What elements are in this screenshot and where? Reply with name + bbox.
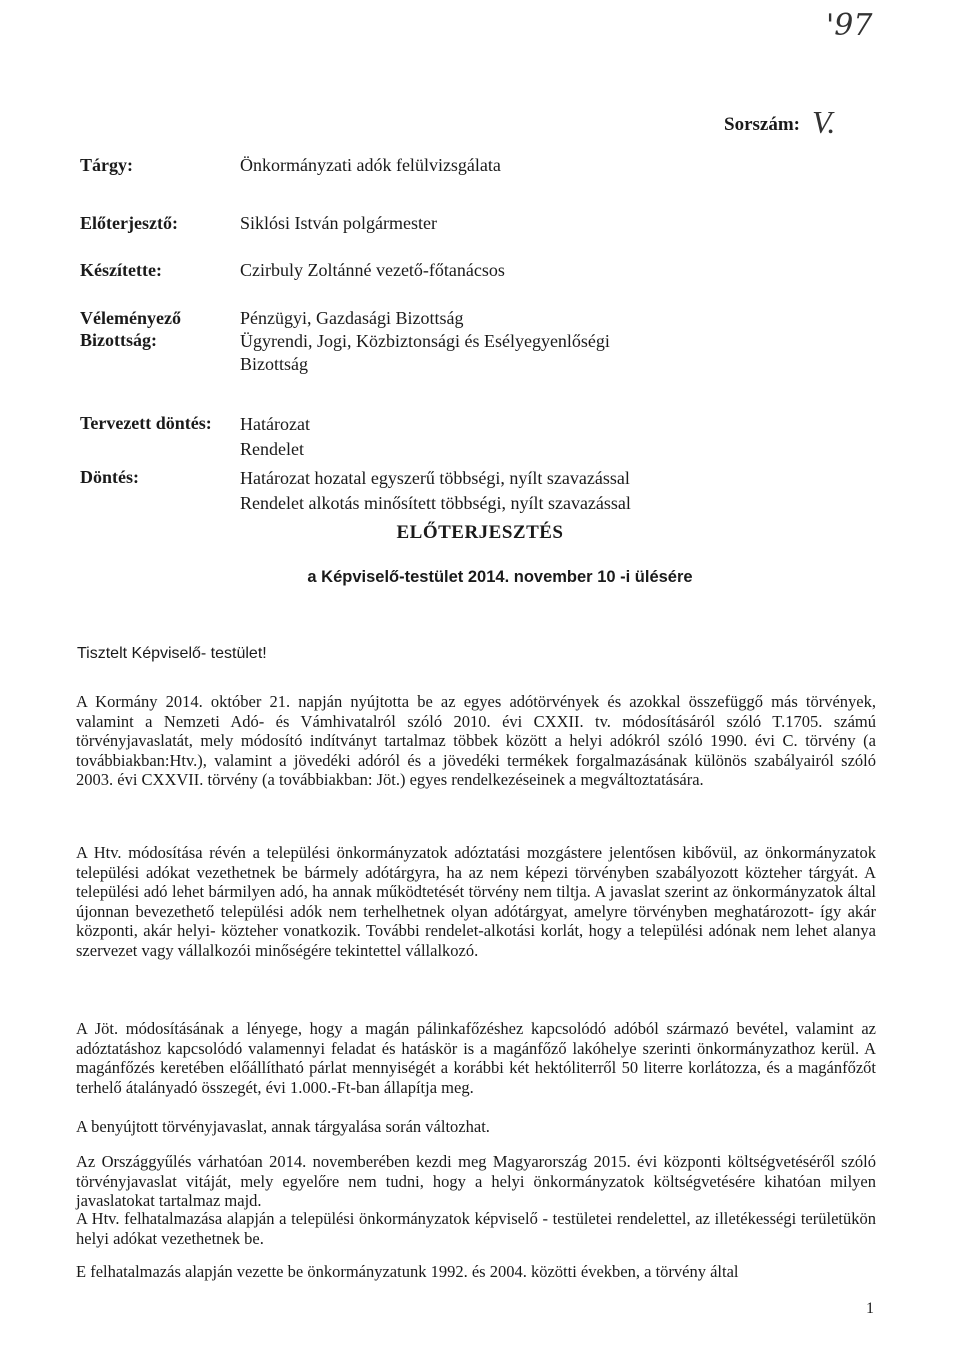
body-paragraph: A benyújtott törvényjavaslat, annak tárgyalása során változhat.: [76, 1117, 490, 1136]
salutation: Tisztelt Képviselő- testület!: [77, 645, 267, 662]
field-value-targy: Önkormányzati adók felülvizsgálata: [240, 155, 501, 175]
body-paragraph: A Kormány 2014. október 21. napján nyújtotta be az egyes adótörvények és azokkal összefüggő más törvények, valamint a Nemzeti Adó- és Vámhivatalról szóló 2010. évi CXXII. tv. módosításáról szóló T.1705. számú törvényjavaslatát, mely módosító indítványt tartalmaz többek között a helyi adókról szóló 1990. évi C. törvény (a továbbiakban:Htv.), valamint a jövedéki adóról és a jövedéki termékek forgalmazásának különös szabályairól szóló 2003. évi CXXVII. törvény (a továbbiakban: Jöt.) egyes rendelkezéseinek a megváltoztatására.: [76, 692, 876, 790]
field-label-dontes: Döntés:: [80, 467, 139, 487]
field-label-targy: Tárgy:: [80, 155, 133, 175]
field-value-keszitette: Czirbuly Zoltánné vezető-főtanácsos: [240, 260, 505, 280]
field-value-eloterjeszto: Siklósi István polgármester: [240, 213, 437, 233]
body-paragraph: A Htv. felhatalmazása alapján a települési önkormányzatok képviselő - testületei rendelettel, az illetékességi területükön helyi adókat vezethetnek be.: [76, 1209, 876, 1248]
handwritten-page-mark: '97: [826, 8, 873, 43]
field-label-keszitette: Készítette:: [80, 260, 162, 280]
field-value-dontes: Határozat hozatal egyszerű többségi, nyílt szavazással Rendelet alkotás minősített többségi, nyílt szavazással: [240, 468, 631, 513]
page-number: 1: [866, 1300, 874, 1317]
document-subtitle: a Képviselő-testület 2014. november 10 -i ülésére: [307, 568, 693, 586]
body-paragraph: A Htv. módosítása révén a települési önkormányzatok adóztatási mozgástere jelentősen kibővül, az önkormányzatok települési adókat vezethetnek be bármely adótárgyra, ha az nem képezi törvényben szabályozott közteher tárgyát. A települési adó lehet bármilyen adó, ha annak működtetését törvény nem tiltja. A javaslat szerint az önkormányzatok által újonnan bevezethető települési adók nem terhelhetnek olyan adótárgyat, amelyre törvényben meghatározott- így akár központi, akár helyi- közteher vonatkozik. További rendelet-alkotási korlát, hogy a települési adónak nem lehet alanya szervezet vagy vállalkozói minőségére tekintettel vállalkozó.: [76, 843, 876, 960]
field-label-eloterjeszto: Előterjesztő:: [80, 213, 178, 233]
sorszam-label: Sorszám:: [724, 114, 800, 135]
field-label-tervezett-dontes: Tervezett döntés:: [80, 413, 212, 433]
sorszam-value: V.: [812, 104, 836, 140]
body-paragraph: E felhatalmazás alapján vezette be önkormányzatunk 1992. és 2004. közötti években, a törvény által: [76, 1262, 739, 1281]
body-paragraph: A Jöt. módosításának a lényege, hogy a magán pálinkafőzéshez kapcsolódó adóból származó bevétel, valamint az adóztatáshoz kapcsolódó valamennyi feladat és hatáskör is a magánfőző lakóhelye szerinti önkormányzathoz kerül. A magánfőzés keretében előállítható párlat mennyiségét a korábbi két hektóliterről 50 literre korlátozza, és a magánfőzőt terhelő átalányadó összegét, évi 1.000.-Ft-ban állapítja meg.: [76, 1019, 876, 1097]
field-value-tervezett-dontes: Határozat Rendelet: [240, 414, 310, 459]
body-paragraph: Az Országgyűlés várhatóan 2014. novemberében kezdi meg Magyarország 2015. évi központi költségvetéséről szóló törvényjavaslat vitáját, mely egyelőre nem tudni, hogy a helyi önkormányzatok költségvetésére kihatóan milyen javaslatokat tartalmaz majd.: [76, 1152, 876, 1211]
field-label-velemenyezo: Véleményező Bizottság:: [80, 308, 181, 350]
field-value-velemenyezo: Pénzügyi, Gazdasági Bizottság Ügyrendi, Jogi, Közbiztonsági és Esélyegyenlőségi Bizottság: [240, 308, 610, 374]
document-title: ELŐTERJESZTÉS: [396, 522, 564, 543]
